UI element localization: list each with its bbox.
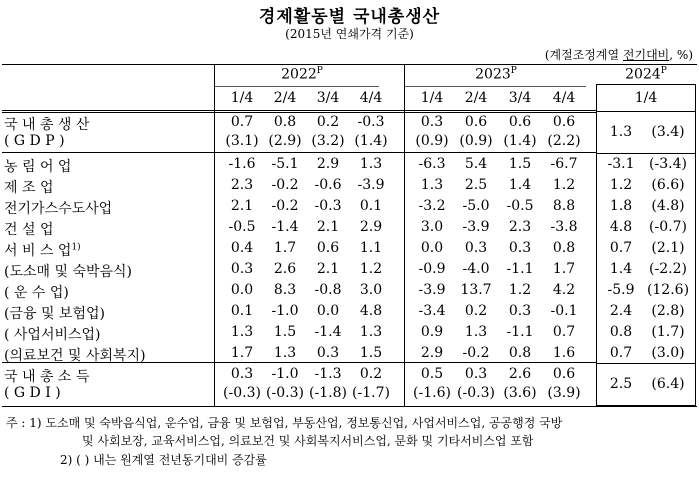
table-cell: (-0.3) bbox=[457, 385, 495, 401]
row-label bbox=[4, 324, 101, 344]
unit-suffix: , %) bbox=[669, 48, 693, 62]
table-cell: 13.7 bbox=[460, 282, 492, 298]
row-label bbox=[4, 366, 89, 386]
table-cell-2024-yoy: (12.6) bbox=[646, 282, 690, 298]
table-cell: 0.3 bbox=[420, 114, 444, 130]
table-cell: 2.9 bbox=[420, 345, 444, 361]
row-label-text: ( 운 수 업) bbox=[4, 285, 69, 301]
row-label-footnote: 1) bbox=[71, 242, 81, 253]
table-cell-2024: 2.4 bbox=[609, 303, 633, 319]
table-cell: 8.8 bbox=[552, 198, 576, 214]
table-cell: (3.1) bbox=[225, 133, 259, 149]
quarter-header: 2/4 bbox=[464, 90, 488, 106]
table-cell: -1.0 bbox=[271, 366, 299, 382]
year-2024-sup: P bbox=[660, 66, 667, 76]
quarter-header: 1/4 bbox=[230, 90, 254, 106]
table-cell: 2.6 bbox=[508, 366, 532, 382]
table-cell: 0.3 bbox=[230, 366, 254, 382]
table-cell: -1.1 bbox=[506, 261, 534, 277]
year-2024 bbox=[606, 66, 686, 83]
table-cell: 1.2 bbox=[552, 177, 576, 193]
row-label bbox=[4, 156, 71, 176]
box-gdi-rule bbox=[597, 363, 695, 364]
table-cell: -0.6 bbox=[314, 177, 342, 193]
table-cell-2024-yoy: (1.7) bbox=[651, 324, 685, 340]
unit-prefix: (계절조정계열 bbox=[544, 48, 623, 62]
table-cell: -3.9 bbox=[462, 219, 490, 235]
year-2023 bbox=[456, 66, 536, 83]
table-cell-2024: 4.8 bbox=[609, 219, 633, 235]
quarter-header: 1/4 bbox=[420, 90, 444, 106]
year-2022-sup: P bbox=[316, 66, 323, 76]
page-title: 경제활동별 국내총생산 bbox=[258, 7, 441, 27]
table-cell: 1.2 bbox=[508, 282, 532, 298]
quarter-header: 3/4 bbox=[508, 90, 532, 106]
unit-label bbox=[545, 46, 693, 63]
table-cell: -0.5 bbox=[228, 219, 256, 235]
table-cell: 0.9 bbox=[420, 324, 444, 340]
table-cell: 1.2 bbox=[359, 261, 383, 277]
table-top-rule bbox=[2, 64, 697, 65]
table-cell: 2.1 bbox=[316, 219, 340, 235]
table-cell: 1.4 bbox=[508, 177, 532, 193]
table-cell: 0.3 bbox=[508, 240, 532, 256]
table-cell: -3.9 bbox=[357, 177, 385, 193]
table-cell: 0.2 bbox=[464, 303, 488, 319]
table-cell: -5.1 bbox=[271, 156, 299, 172]
table-cell: (2.9) bbox=[268, 133, 302, 149]
gdp-rule bbox=[2, 152, 596, 153]
table-cell-2024-yoy: (4.8) bbox=[651, 198, 685, 214]
table-cell: 0.1 bbox=[359, 198, 383, 214]
table-cell: 0.8 bbox=[273, 114, 297, 130]
table-cell-2024-yoy: (-2.2) bbox=[649, 261, 687, 277]
table-cell: (1.4) bbox=[354, 133, 388, 149]
table-cell: -1.3 bbox=[314, 366, 342, 382]
table-cell: 3.0 bbox=[359, 282, 383, 298]
quarter-header: 4/4 bbox=[359, 90, 383, 106]
table-cell: 5.4 bbox=[464, 156, 488, 172]
table-cell: 2.9 bbox=[316, 156, 340, 172]
row-label bbox=[4, 219, 53, 239]
table-cell: 1.5 bbox=[359, 345, 383, 361]
row-label bbox=[4, 198, 112, 218]
table-cell-2024-yoy: (-0.7) bbox=[649, 219, 687, 235]
row-label-text: 서 비 스 업 bbox=[4, 243, 72, 259]
year-2022-rule bbox=[214, 86, 379, 87]
table-cell-2024: 2.5 bbox=[609, 376, 633, 392]
table-cell: -0.3 bbox=[314, 198, 342, 214]
table-cell: -0.8 bbox=[314, 282, 342, 298]
table-cell: -1.1 bbox=[506, 324, 534, 340]
table-cell: 0.3 bbox=[464, 366, 488, 382]
row-label-text: (금융 및 보험업) bbox=[4, 306, 105, 322]
row-label bbox=[4, 114, 89, 134]
table-cell: 0.3 bbox=[464, 240, 488, 256]
row-label-text: 건 설 업 bbox=[4, 222, 54, 238]
table-cell: (-1.8) bbox=[309, 385, 347, 401]
table-cell: 2.9 bbox=[359, 219, 383, 235]
table-cell: 0.0 bbox=[420, 240, 444, 256]
table-cell: 1.3 bbox=[273, 345, 297, 361]
table-cell-2024: -3.1 bbox=[607, 156, 635, 172]
table-cell: 1.7 bbox=[552, 261, 576, 277]
row-label-text: ( G D P ) bbox=[4, 133, 65, 149]
table-cell: 1.3 bbox=[359, 324, 383, 340]
table-cell: 0.3 bbox=[230, 261, 254, 277]
table-cell: 0.2 bbox=[316, 114, 340, 130]
table-cell: 0.6 bbox=[508, 114, 532, 130]
label-divider bbox=[214, 64, 215, 406]
table-cell-2024: 1.4 bbox=[609, 261, 633, 277]
year-2024-label: 2024 bbox=[625, 66, 661, 83]
table-cell: -6.7 bbox=[550, 156, 578, 172]
table-cell: -3.2 bbox=[418, 198, 446, 214]
table-cell: 2.5 bbox=[464, 177, 488, 193]
table-cell: -1.4 bbox=[314, 324, 342, 340]
table-cell-2024: 1.3 bbox=[609, 124, 633, 140]
table-cell: 1.6 bbox=[552, 345, 576, 361]
row-label bbox=[4, 345, 146, 365]
year-2022 bbox=[262, 66, 342, 83]
table-cell: 1.7 bbox=[273, 240, 297, 256]
row-label-text: 국 내 총 생 산 bbox=[4, 117, 90, 133]
table-cell: 1.3 bbox=[464, 324, 488, 340]
table-cell: -3.8 bbox=[550, 219, 578, 235]
table-cell: (0.9) bbox=[415, 133, 449, 149]
row-label bbox=[4, 303, 105, 323]
table-cell: -3.4 bbox=[418, 303, 446, 319]
row-label-text: (의료보건 및 사회복지) bbox=[4, 348, 146, 364]
box-header-rule bbox=[597, 111, 695, 112]
table-cell: 0.8 bbox=[552, 240, 576, 256]
table-cell: (-1.7) bbox=[352, 385, 390, 401]
table-cell-2024: 1.8 bbox=[609, 198, 633, 214]
table-cell: 1.5 bbox=[508, 156, 532, 172]
table-cell: (3.9) bbox=[547, 385, 581, 401]
table-cell: (2.2) bbox=[547, 133, 581, 149]
table-cell: 2.3 bbox=[230, 177, 254, 193]
box-gdp-rule bbox=[597, 153, 695, 154]
table-cell-2024: -5.9 bbox=[607, 282, 635, 298]
table-cell: 1.3 bbox=[230, 324, 254, 340]
table-cell: 0.6 bbox=[552, 366, 576, 382]
table-cell: -0.9 bbox=[418, 261, 446, 277]
table-cell: -5.0 bbox=[462, 198, 490, 214]
table-cell: 0.2 bbox=[359, 366, 383, 382]
row-label bbox=[4, 177, 53, 197]
year-2023-rule bbox=[404, 86, 586, 87]
table-cell: 0.6 bbox=[316, 240, 340, 256]
table-cell: 2.1 bbox=[316, 261, 340, 277]
table-cell: 0.1 bbox=[230, 303, 254, 319]
table-cell: -6.3 bbox=[418, 156, 446, 172]
table-cell: (-0.3) bbox=[223, 385, 261, 401]
table-cell-2024-yoy: (6.6) bbox=[651, 177, 685, 193]
table-cell: -0.1 bbox=[550, 303, 578, 319]
row-label-text: 농 림 어 업 bbox=[4, 159, 72, 175]
quarter-header: 2/4 bbox=[273, 90, 297, 106]
table-cell: 2.1 bbox=[230, 198, 254, 214]
footnote-1: 주 : 1) 도소매 및 숙박음식업, 운수업, 금융 및 보험업, 부동산업, 정보통신업, 사업서비스업, 공공행정 국방 bbox=[6, 416, 563, 430]
table-cell-2024-yoy: (2.1) bbox=[651, 240, 685, 256]
table-cell: 4.2 bbox=[552, 282, 576, 298]
quarter-header: 3/4 bbox=[316, 90, 340, 106]
row-label-text: 전기가스수도사업 bbox=[4, 201, 113, 217]
row-label bbox=[4, 282, 69, 302]
year-2023-sup: P bbox=[510, 66, 517, 76]
footnote-2: 2) ( ) 내는 원계열 전년동기대비 증감률 bbox=[60, 453, 267, 467]
row-label bbox=[4, 133, 65, 149]
page-subtitle: (2015년 연쇄가격 기준) bbox=[285, 27, 414, 41]
year-2022-label: 2022 bbox=[281, 66, 317, 83]
quarter-header: 1/4 bbox=[634, 90, 658, 106]
table-cell: (3.6) bbox=[503, 385, 537, 401]
table-cell: 1.5 bbox=[273, 324, 297, 340]
year-2023-label: 2023 bbox=[475, 66, 511, 83]
table-cell: 0.8 bbox=[508, 345, 532, 361]
table-cell: -0.2 bbox=[271, 198, 299, 214]
table-cell: -0.3 bbox=[357, 114, 385, 130]
table-bottom-rule bbox=[2, 406, 697, 407]
table-cell-2024-yoy: (-3.4) bbox=[649, 156, 687, 172]
table-cell: 1.7 bbox=[230, 345, 254, 361]
table-cell: 0.0 bbox=[316, 303, 340, 319]
table-cell: (-0.3) bbox=[266, 385, 304, 401]
header-rule bbox=[2, 110, 596, 113]
year-divider bbox=[404, 64, 405, 406]
table-cell: (1.4) bbox=[503, 133, 537, 149]
table-cell: 0.5 bbox=[420, 366, 444, 382]
table-cell: 0.7 bbox=[230, 114, 254, 130]
unit-underlined: 전기대비 bbox=[622, 48, 670, 62]
table-cell-2024: 0.8 bbox=[609, 324, 633, 340]
table-cell: 2.6 bbox=[273, 261, 297, 277]
row-label-text: ( 사업서비스업) bbox=[4, 327, 101, 343]
row-label bbox=[4, 385, 61, 401]
table-cell-2024: 0.7 bbox=[609, 345, 633, 361]
table-cell: -0.2 bbox=[271, 177, 299, 193]
table-cell: 0.6 bbox=[552, 114, 576, 130]
row-label bbox=[4, 240, 81, 260]
table-cell: 0.0 bbox=[230, 282, 254, 298]
table-cell: 2.3 bbox=[508, 219, 532, 235]
table-cell: (-1.6) bbox=[413, 385, 451, 401]
table-cell-2024-yoy: (6.4) bbox=[651, 376, 685, 392]
table-cell-2024: 1.2 bbox=[609, 177, 633, 193]
table-cell: -1.0 bbox=[271, 303, 299, 319]
table-cell: 0.4 bbox=[230, 240, 254, 256]
row-label-text: ( G D I ) bbox=[4, 385, 61, 401]
table-cell: -0.5 bbox=[506, 198, 534, 214]
table-cell-2024-yoy: (3.4) bbox=[651, 124, 685, 140]
table-cell: -1.4 bbox=[271, 219, 299, 235]
footnote-1-cont: 및 사회보장, 교육서비스업, 의료보건 및 사회복지서비스업, 문화 및 기타서비스업 포함 bbox=[82, 434, 534, 448]
row-label-text: 국 내 총 소 득 bbox=[4, 369, 90, 385]
table-cell: 1.3 bbox=[420, 177, 444, 193]
table-cell: -0.2 bbox=[462, 345, 490, 361]
table-cell: -1.6 bbox=[228, 156, 256, 172]
table-cell: 1.3 bbox=[359, 156, 383, 172]
table-cell: 8.3 bbox=[273, 282, 297, 298]
table-cell-2024: 0.7 bbox=[609, 240, 633, 256]
table-cell: -3.9 bbox=[418, 282, 446, 298]
row-label-text: (도소매 및 숙박음식) bbox=[4, 264, 133, 280]
table-cell: 0.3 bbox=[316, 345, 340, 361]
row-label-text: 제 조 업 bbox=[4, 180, 54, 196]
table-cell: (3.2) bbox=[311, 133, 345, 149]
table-cell: 3.0 bbox=[420, 219, 444, 235]
table-cell-2024-yoy: (3.0) bbox=[651, 345, 685, 361]
table-cell-2024-yoy: (2.8) bbox=[651, 303, 685, 319]
row-label bbox=[4, 261, 132, 281]
table-cell: 0.6 bbox=[464, 114, 488, 130]
table-cell: -4.0 bbox=[462, 261, 490, 277]
table-cell: 0.3 bbox=[508, 303, 532, 319]
table-cell: 1.1 bbox=[359, 240, 383, 256]
table-cell: 0.7 bbox=[552, 324, 576, 340]
quarter-header: 4/4 bbox=[552, 90, 576, 106]
table-cell: (0.9) bbox=[459, 133, 493, 149]
table-cell: 4.8 bbox=[359, 303, 383, 319]
